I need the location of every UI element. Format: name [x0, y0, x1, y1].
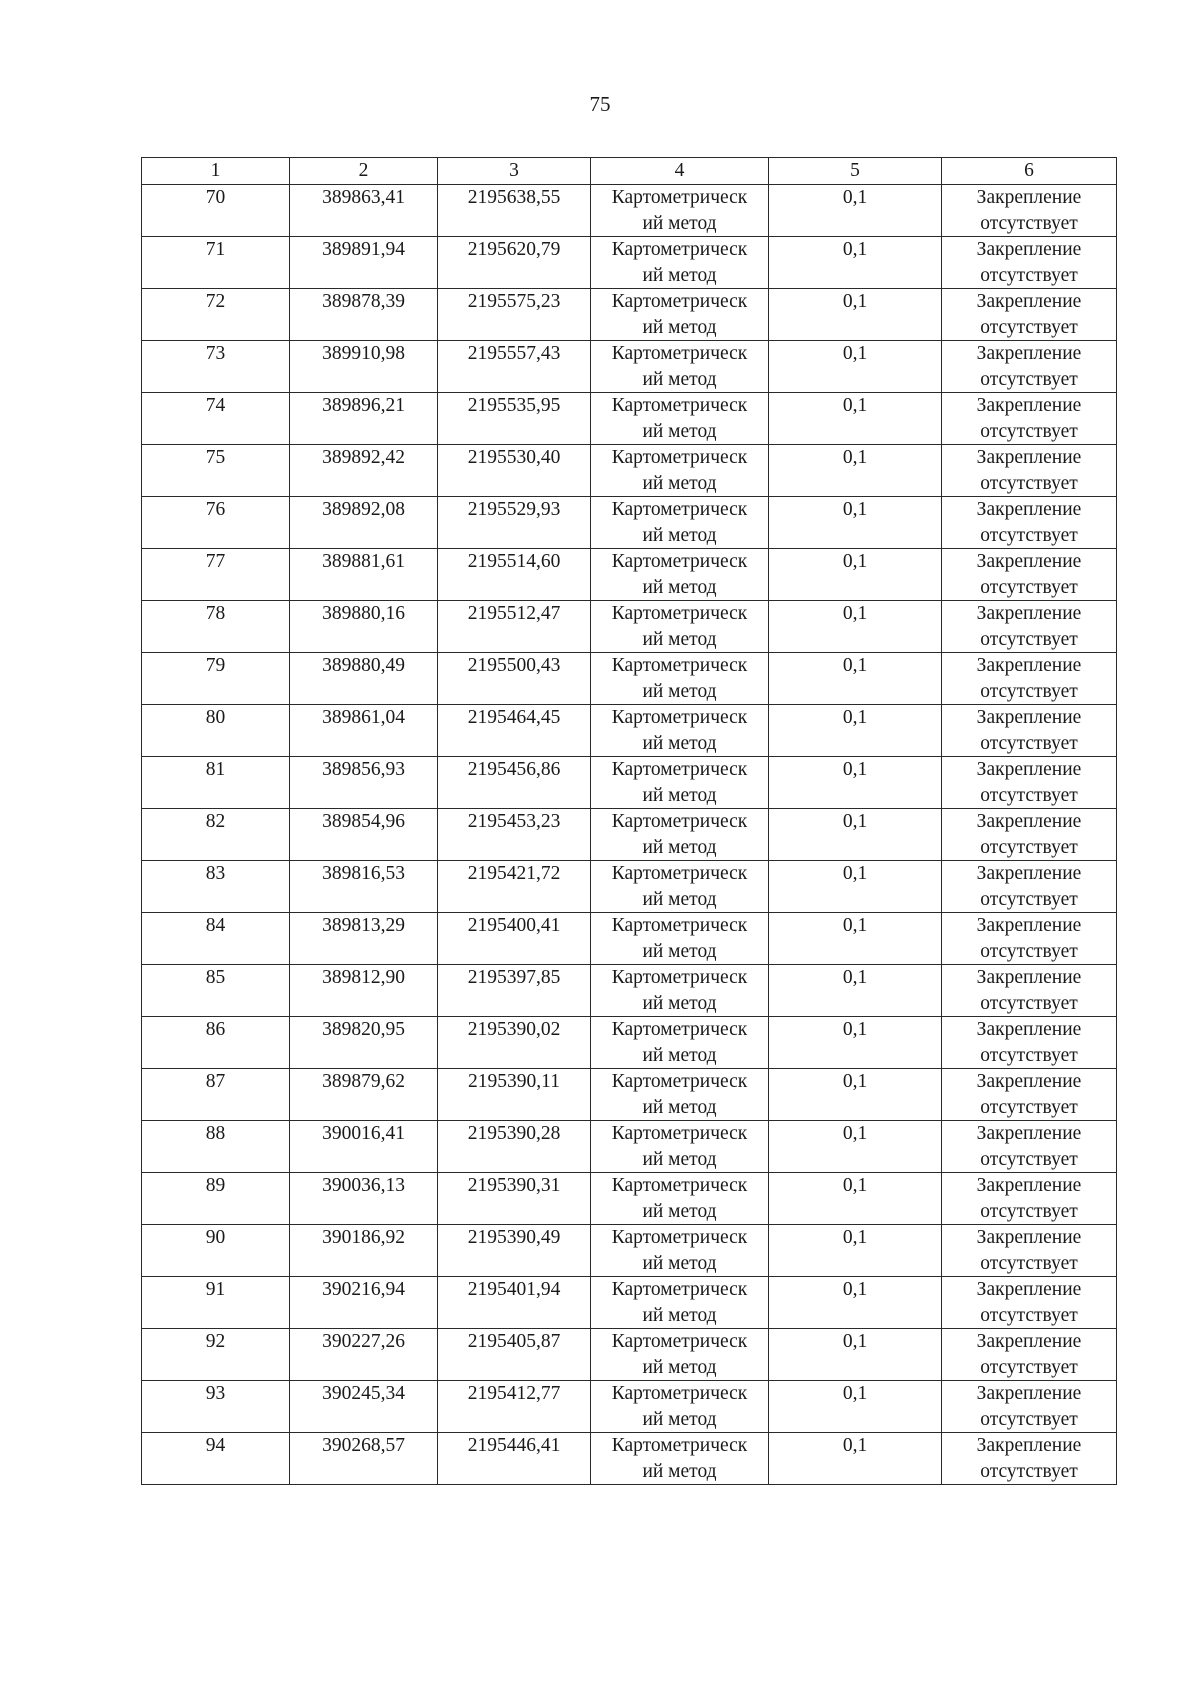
fixation-cell	[942, 185, 1117, 237]
fixation-cell	[942, 549, 1117, 601]
coord-x-cell: 389816,53	[290, 861, 438, 913]
method-cell-line-2: ий метод	[642, 680, 717, 702]
method-cell-line-1: Картометрическ	[611, 291, 748, 312]
fixation-cell	[942, 341, 1117, 393]
point-number-cell: 84	[142, 913, 290, 965]
column-header-6: 6	[942, 158, 1117, 185]
fixation-cell-line-1: Закрепление	[976, 1383, 1082, 1404]
fixation-cell	[942, 913, 1117, 965]
table-header-row	[142, 158, 1117, 185]
table-row	[142, 445, 1117, 497]
fixation-cell-line-2: отсутствует	[980, 1044, 1078, 1066]
coord-y-cell: 2195390,49	[438, 1225, 591, 1277]
coord-y-cell: 2195535,95	[438, 393, 591, 445]
method-cell-line-2: ий метод	[642, 1408, 717, 1430]
method-cell-line-1: Картометрическ	[611, 603, 748, 624]
error-cell: 0,1	[769, 913, 942, 965]
error-cell: 0,1	[769, 341, 942, 393]
point-number-cell: 80	[142, 705, 290, 757]
column-header-2: 2	[290, 158, 438, 185]
coord-x-cell: 389881,61	[290, 549, 438, 601]
point-number-cell: 88	[142, 1121, 290, 1173]
fixation-cell-line-1: Закрепление	[976, 447, 1082, 468]
point-number-cell: 87	[142, 1069, 290, 1121]
coord-y-cell: 2195638,55	[438, 185, 591, 237]
method-cell	[591, 237, 769, 289]
point-number-cell: 89	[142, 1173, 290, 1225]
method-cell	[591, 185, 769, 237]
method-cell-line-1: Картометрическ	[611, 707, 748, 728]
table-row	[142, 289, 1117, 341]
table-row	[142, 1017, 1117, 1069]
table-row	[142, 1069, 1117, 1121]
method-cell-line-2: ий метод	[642, 212, 717, 234]
error-cell: 0,1	[769, 497, 942, 549]
error-cell: 0,1	[769, 809, 942, 861]
fixation-cell-line-2: отсутствует	[980, 680, 1078, 702]
coord-x-cell: 389879,62	[290, 1069, 438, 1121]
method-cell	[591, 549, 769, 601]
method-cell-line-1: Картометрическ	[611, 1435, 748, 1456]
fixation-cell	[942, 1433, 1117, 1485]
error-cell: 0,1	[769, 445, 942, 497]
point-number-cell: 78	[142, 601, 290, 653]
fixation-cell	[942, 861, 1117, 913]
point-number-cell: 90	[142, 1225, 290, 1277]
table-row	[142, 965, 1117, 1017]
method-cell-line-1: Картометрическ	[611, 1019, 748, 1040]
fixation-cell-line-1: Закрепление	[976, 1123, 1082, 1144]
fixation-cell	[942, 601, 1117, 653]
method-cell-line-2: ий метод	[642, 784, 717, 806]
coord-y-cell: 2195530,40	[438, 445, 591, 497]
method-cell	[591, 861, 769, 913]
fixation-cell-line-1: Закрепление	[976, 707, 1082, 728]
fixation-cell-line-1: Закрепление	[976, 1227, 1082, 1248]
fixation-cell-line-2: отсутствует	[980, 420, 1078, 442]
method-cell	[591, 341, 769, 393]
method-cell-line-2: ий метод	[642, 524, 717, 546]
fixation-cell-line-2: отсутствует	[980, 888, 1078, 910]
method-cell	[591, 1017, 769, 1069]
point-number-cell: 72	[142, 289, 290, 341]
fixation-cell-line-1: Закрепление	[976, 603, 1082, 624]
method-cell	[591, 393, 769, 445]
method-cell-line-2: ий метод	[642, 940, 717, 962]
coord-y-cell: 2195400,41	[438, 913, 591, 965]
coord-x-cell: 390268,57	[290, 1433, 438, 1485]
error-cell: 0,1	[769, 237, 942, 289]
table-row	[142, 497, 1117, 549]
coord-x-cell: 390016,41	[290, 1121, 438, 1173]
coord-x-cell: 389820,95	[290, 1017, 438, 1069]
coord-y-cell: 2195620,79	[438, 237, 591, 289]
coord-y-cell: 2195575,23	[438, 289, 591, 341]
method-cell-line-1: Картометрическ	[611, 187, 748, 208]
point-number-cell: 83	[142, 861, 290, 913]
fixation-cell-line-2: отсутствует	[980, 1200, 1078, 1222]
fixation-cell-line-2: отсутствует	[980, 1252, 1078, 1274]
fixation-cell	[942, 1225, 1117, 1277]
coord-x-cell: 390036,13	[290, 1173, 438, 1225]
fixation-cell-line-1: Закрепление	[976, 655, 1082, 676]
table-row	[142, 1277, 1117, 1329]
method-cell	[591, 1329, 769, 1381]
table-row	[142, 861, 1117, 913]
fixation-cell-line-2: отсутствует	[980, 1096, 1078, 1118]
table-row	[142, 653, 1117, 705]
fixation-cell	[942, 1121, 1117, 1173]
coord-y-cell: 2195401,94	[438, 1277, 591, 1329]
error-cell: 0,1	[769, 653, 942, 705]
method-cell	[591, 289, 769, 341]
coord-y-cell: 2195512,47	[438, 601, 591, 653]
error-cell: 0,1	[769, 1277, 942, 1329]
fixation-cell	[942, 757, 1117, 809]
method-cell-line-2: ий метод	[642, 264, 717, 286]
fixation-cell	[942, 393, 1117, 445]
coord-x-cell: 389812,90	[290, 965, 438, 1017]
point-number-cell: 73	[142, 341, 290, 393]
coord-y-cell: 2195390,02	[438, 1017, 591, 1069]
method-cell	[591, 1381, 769, 1433]
coord-y-cell: 2195514,60	[438, 549, 591, 601]
coord-x-cell: 389880,16	[290, 601, 438, 653]
table-row	[142, 809, 1117, 861]
method-cell	[591, 809, 769, 861]
error-cell: 0,1	[769, 1329, 942, 1381]
method-cell-line-2: ий метод	[642, 1200, 717, 1222]
coord-y-cell: 2195405,87	[438, 1329, 591, 1381]
method-cell	[591, 1277, 769, 1329]
point-number-cell: 75	[142, 445, 290, 497]
fixation-cell-line-2: отсутствует	[980, 1408, 1078, 1430]
point-number-cell: 85	[142, 965, 290, 1017]
error-cell: 0,1	[769, 601, 942, 653]
fixation-cell	[942, 1381, 1117, 1433]
coord-x-cell: 389813,29	[290, 913, 438, 965]
point-number-cell: 82	[142, 809, 290, 861]
fixation-cell	[942, 965, 1117, 1017]
method-cell-line-2: ий метод	[642, 732, 717, 754]
point-number-cell: 94	[142, 1433, 290, 1485]
column-header-4: 4	[591, 158, 769, 185]
method-cell-line-2: ий метод	[642, 368, 717, 390]
method-cell-line-1: Картометрическ	[611, 1279, 748, 1300]
method-cell	[591, 757, 769, 809]
method-cell	[591, 705, 769, 757]
method-cell-line-2: ий метод	[642, 888, 717, 910]
fixation-cell-line-2: отсутствует	[980, 212, 1078, 234]
table-row	[142, 1381, 1117, 1433]
fixation-cell-line-2: отсутствует	[980, 1356, 1078, 1378]
error-cell: 0,1	[769, 861, 942, 913]
error-cell: 0,1	[769, 1121, 942, 1173]
fixation-cell-line-1: Закрепление	[976, 499, 1082, 520]
fixation-cell-line-2: отсутствует	[980, 368, 1078, 390]
error-cell: 0,1	[769, 185, 942, 237]
fixation-cell	[942, 1329, 1117, 1381]
point-number-cell: 70	[142, 185, 290, 237]
coord-y-cell: 2195390,11	[438, 1069, 591, 1121]
fixation-cell-line-2: отсутствует	[980, 784, 1078, 806]
point-number-cell: 74	[142, 393, 290, 445]
method-cell-line-1: Картометрическ	[611, 759, 748, 780]
method-cell-line-1: Картометрическ	[611, 655, 748, 676]
fixation-cell-line-1: Закрепление	[976, 1071, 1082, 1092]
coord-y-cell: 2195397,85	[438, 965, 591, 1017]
coord-x-cell: 389880,49	[290, 653, 438, 705]
page-number: 75	[589, 92, 611, 116]
coord-x-cell: 389878,39	[290, 289, 438, 341]
fixation-cell-line-2: отсутствует	[980, 524, 1078, 546]
error-cell: 0,1	[769, 1433, 942, 1485]
table-row	[142, 601, 1117, 653]
fixation-cell-line-1: Закрепление	[976, 811, 1082, 832]
fixation-cell-line-2: отсутствует	[980, 264, 1078, 286]
method-cell	[591, 445, 769, 497]
method-cell	[591, 1173, 769, 1225]
table-row	[142, 185, 1117, 237]
coord-y-cell: 2195421,72	[438, 861, 591, 913]
fixation-cell-line-1: Закрепление	[976, 395, 1082, 416]
point-number-cell: 93	[142, 1381, 290, 1433]
coord-y-cell: 2195557,43	[438, 341, 591, 393]
coord-y-cell: 2195464,45	[438, 705, 591, 757]
point-number-cell: 76	[142, 497, 290, 549]
error-cell: 0,1	[769, 1225, 942, 1277]
coord-y-cell: 2195500,43	[438, 653, 591, 705]
error-cell: 0,1	[769, 393, 942, 445]
table-row	[142, 549, 1117, 601]
coord-y-cell: 2195412,77	[438, 1381, 591, 1433]
fixation-cell-line-2: отсутствует	[980, 1304, 1078, 1326]
fixation-cell	[942, 445, 1117, 497]
table-row	[142, 341, 1117, 393]
method-cell-line-1: Картометрическ	[611, 811, 748, 832]
method-cell-line-2: ий метод	[642, 1252, 717, 1274]
fixation-cell-line-2: отсутствует	[980, 1460, 1078, 1482]
method-cell-line-1: Картометрическ	[611, 967, 748, 988]
fixation-cell-line-1: Закрепление	[976, 1435, 1082, 1456]
fixation-cell-line-2: отсутствует	[980, 732, 1078, 754]
point-number-cell: 92	[142, 1329, 290, 1381]
method-cell-line-2: ий метод	[642, 1148, 717, 1170]
method-cell	[591, 497, 769, 549]
coord-x-cell: 389863,41	[290, 185, 438, 237]
error-cell: 0,1	[769, 757, 942, 809]
method-cell-line-1: Картометрическ	[611, 1071, 748, 1092]
method-cell-line-1: Картометрическ	[611, 1227, 748, 1248]
method-cell-line-2: ий метод	[642, 316, 717, 338]
fixation-cell-line-1: Закрепление	[976, 187, 1082, 208]
column-header-5: 5	[769, 158, 942, 185]
fixation-cell-line-1: Закрепление	[976, 915, 1082, 936]
method-cell-line-1: Картометрическ	[611, 863, 748, 884]
error-cell: 0,1	[769, 1069, 942, 1121]
fixation-cell-line-1: Закрепление	[976, 1019, 1082, 1040]
fixation-cell-line-2: отсутствует	[980, 316, 1078, 338]
error-cell: 0,1	[769, 1381, 942, 1433]
fixation-cell-line-2: отсутствует	[980, 472, 1078, 494]
method-cell-line-1: Картометрическ	[611, 915, 748, 936]
method-cell-line-1: Картометрическ	[611, 239, 748, 260]
coord-x-cell: 390227,26	[290, 1329, 438, 1381]
table-row	[142, 757, 1117, 809]
point-number-cell: 86	[142, 1017, 290, 1069]
fixation-cell-line-2: отсутствует	[980, 992, 1078, 1014]
method-cell-line-2: ий метод	[642, 576, 717, 598]
method-cell-line-1: Картометрическ	[611, 1383, 748, 1404]
fixation-cell-line-1: Закрепление	[976, 1279, 1082, 1300]
fixation-cell-line-1: Закрепление	[976, 551, 1082, 572]
method-cell-line-2: ий метод	[642, 992, 717, 1014]
coord-y-cell: 2195390,31	[438, 1173, 591, 1225]
fixation-cell-line-1: Закрепление	[976, 343, 1082, 364]
fixation-cell	[942, 705, 1117, 757]
point-number-cell: 91	[142, 1277, 290, 1329]
fixation-cell-line-1: Закрепление	[976, 1175, 1082, 1196]
fixation-cell-line-1: Закрепление	[976, 291, 1082, 312]
error-cell: 0,1	[769, 289, 942, 341]
fixation-cell	[942, 1017, 1117, 1069]
method-cell	[591, 653, 769, 705]
method-cell-line-2: ий метод	[642, 1356, 717, 1378]
method-cell	[591, 1225, 769, 1277]
error-cell: 0,1	[769, 1017, 942, 1069]
error-cell: 0,1	[769, 705, 942, 757]
table-row	[142, 913, 1117, 965]
method-cell	[591, 913, 769, 965]
table-row	[142, 1121, 1117, 1173]
method-cell-line-2: ий метод	[642, 1304, 717, 1326]
fixation-cell-line-1: Закрепление	[976, 1331, 1082, 1352]
fixation-cell	[942, 237, 1117, 289]
fixation-cell	[942, 809, 1117, 861]
fixation-cell	[942, 1277, 1117, 1329]
coord-x-cell: 389892,08	[290, 497, 438, 549]
method-cell-line-1: Картометрическ	[611, 551, 748, 572]
method-cell	[591, 1433, 769, 1485]
coord-x-cell: 389861,04	[290, 705, 438, 757]
method-cell-line-2: ий метод	[642, 628, 717, 650]
coord-x-cell: 389896,21	[290, 393, 438, 445]
fixation-cell	[942, 289, 1117, 341]
method-cell-line-1: Картометрическ	[611, 343, 748, 364]
method-cell	[591, 1121, 769, 1173]
method-cell	[591, 965, 769, 1017]
fixation-cell-line-1: Закрепление	[976, 239, 1082, 260]
point-number-cell: 79	[142, 653, 290, 705]
point-number-cell: 81	[142, 757, 290, 809]
point-number-cell: 77	[142, 549, 290, 601]
method-cell-line-1: Картометрическ	[611, 1175, 748, 1196]
coord-y-cell: 2195529,93	[438, 497, 591, 549]
table-row	[142, 393, 1117, 445]
method-cell	[591, 601, 769, 653]
fixation-cell-line-1: Закрепление	[976, 863, 1082, 884]
fixation-cell	[942, 1173, 1117, 1225]
method-cell-line-1: Картометрическ	[611, 1331, 748, 1352]
fixation-cell-line-2: отсутствует	[980, 628, 1078, 650]
method-cell-line-1: Картометрическ	[611, 499, 748, 520]
coord-y-cell: 2195390,28	[438, 1121, 591, 1173]
column-header-1: 1	[142, 158, 290, 185]
table-row	[142, 1173, 1117, 1225]
fixation-cell	[942, 1069, 1117, 1121]
coord-x-cell: 389854,96	[290, 809, 438, 861]
coord-x-cell: 390216,94	[290, 1277, 438, 1329]
fixation-cell-line-2: отсутствует	[980, 576, 1078, 598]
column-header-3: 3	[438, 158, 591, 185]
method-cell	[591, 1069, 769, 1121]
fixation-cell-line-2: отсутствует	[980, 940, 1078, 962]
coord-x-cell: 390186,92	[290, 1225, 438, 1277]
method-cell-line-2: ий метод	[642, 836, 717, 858]
fixation-cell	[942, 653, 1117, 705]
fixation-cell-line-1: Закрепление	[976, 967, 1082, 988]
coord-y-cell: 2195456,86	[438, 757, 591, 809]
coord-x-cell: 389892,42	[290, 445, 438, 497]
table-row	[142, 237, 1117, 289]
coord-y-cell: 2195453,23	[438, 809, 591, 861]
fixation-cell-line-2: отсутствует	[980, 1148, 1078, 1170]
point-number-cell: 71	[142, 237, 290, 289]
table-row	[142, 1329, 1117, 1381]
coord-x-cell: 389891,94	[290, 237, 438, 289]
method-cell-line-2: ий метод	[642, 472, 717, 494]
method-cell-line-1: Картометрическ	[611, 1123, 748, 1144]
coord-x-cell: 390245,34	[290, 1381, 438, 1433]
fixation-cell-line-1: Закрепление	[976, 759, 1082, 780]
coord-y-cell: 2195446,41	[438, 1433, 591, 1485]
table-row	[142, 705, 1117, 757]
method-cell-line-1: Картометрическ	[611, 447, 748, 468]
method-cell-line-2: ий метод	[642, 420, 717, 442]
method-cell-line-2: ий метод	[642, 1096, 717, 1118]
method-cell-line-2: ий метод	[642, 1044, 717, 1066]
fixation-cell-line-2: отсутствует	[980, 836, 1078, 858]
coordinates-table	[141, 157, 1117, 1485]
method-cell-line-1: Картометрическ	[611, 395, 748, 416]
table-row	[142, 1225, 1117, 1277]
table-row	[142, 1433, 1117, 1485]
error-cell: 0,1	[769, 965, 942, 1017]
error-cell: 0,1	[769, 1173, 942, 1225]
coord-x-cell: 389910,98	[290, 341, 438, 393]
method-cell-line-2: ий метод	[642, 1460, 717, 1482]
coord-x-cell: 389856,93	[290, 757, 438, 809]
error-cell: 0,1	[769, 549, 942, 601]
fixation-cell	[942, 497, 1117, 549]
